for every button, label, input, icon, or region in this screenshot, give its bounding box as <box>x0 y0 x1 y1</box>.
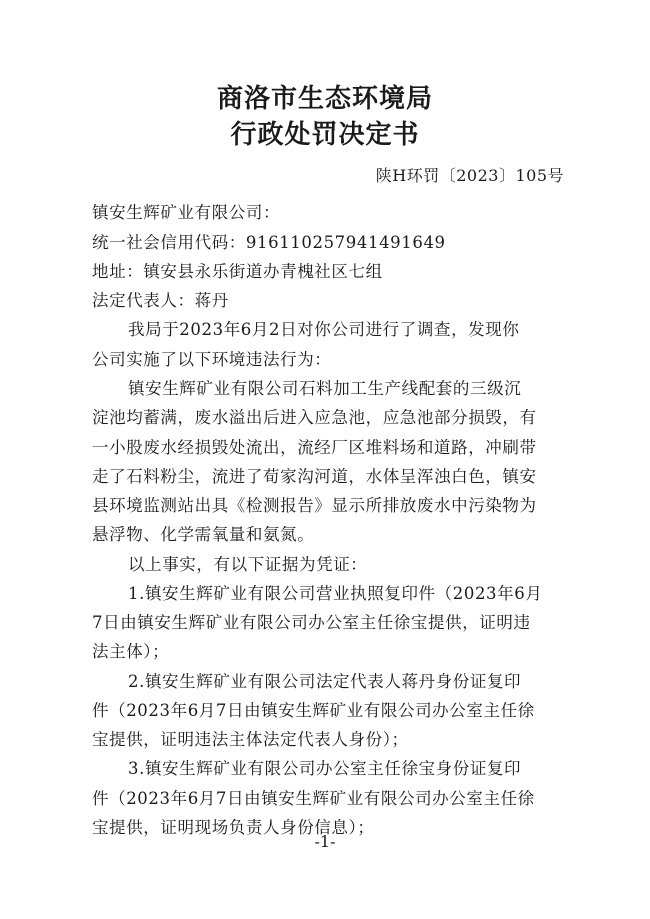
page-number: -1- <box>314 832 336 851</box>
body-line: 宝提供，证明违法主体法定代表人身份）； <box>92 730 409 749</box>
body-line: 2.镇安生辉矿业有限公司法定代表人蒋丹身份证复印 <box>128 672 522 691</box>
document-title-line1: 商洛市生态环境局 <box>216 84 433 114</box>
body-line: 法主体）； <box>92 642 170 661</box>
body-line: 镇安生辉矿业有限公司石料加工生产线配套的三级沉 <box>128 379 522 398</box>
body-line: 宝提供，证明现场负责人身份信息）； <box>92 818 375 837</box>
body-line: 公司实施了以下环境违法行为： <box>92 350 332 369</box>
document-title-line2: 行政处罚决定书 <box>230 120 420 150</box>
body-line: 悬浮物、化学需氧量和氨氮。 <box>92 525 315 544</box>
body-line: 一小股废水经损毁处流出，流经厂区堆料场和道路，冲刷带 <box>92 438 537 457</box>
body-line: 件（2023年6月7日由镇安生辉矿业有限公司办公室主任徐 <box>92 789 535 808</box>
body-line: 我局于2023年6月2日对你公司进行了调查，发现你 <box>128 320 520 339</box>
party-address: 地址：镇安县永乐街道办青槐社区七组 <box>92 262 383 281</box>
body-line: 以上事实，有以下证据为凭证： <box>128 555 368 574</box>
legal-representative: 法定代表人：蒋丹 <box>92 291 229 310</box>
party-name: 镇安生辉矿业有限公司： <box>92 203 281 222</box>
body-line: 走了石料粉尘，流进了荀家沟河道，水体呈浑浊白色，镇安 <box>92 467 537 486</box>
body-line: 淀池均蓄满，废水溢出后进入应急池，应急池部分损毁，有 <box>92 408 537 427</box>
body-line: 1.镇安生辉矿业有限公司营业执照复印件（2023年6月 <box>128 584 543 603</box>
credit-code: 统一社会信用代码：916110257941491649 <box>92 233 446 252</box>
body-line: 件（2023年6月7日由镇安生辉矿业有限公司办公室主任徐 <box>92 701 535 720</box>
document-number: 陕H环罚〔2023〕105号 <box>375 166 564 185</box>
body-line: 3.镇安生辉矿业有限公司办公室主任徐宝身份证复印 <box>128 759 522 778</box>
body-line: 县环境监测站出具《检测报告》显示所排放废水中污染物为 <box>92 496 537 515</box>
body-line: 7日由镇安生辉矿业有限公司办公室主任徐宝提供，证明违 <box>92 613 531 632</box>
